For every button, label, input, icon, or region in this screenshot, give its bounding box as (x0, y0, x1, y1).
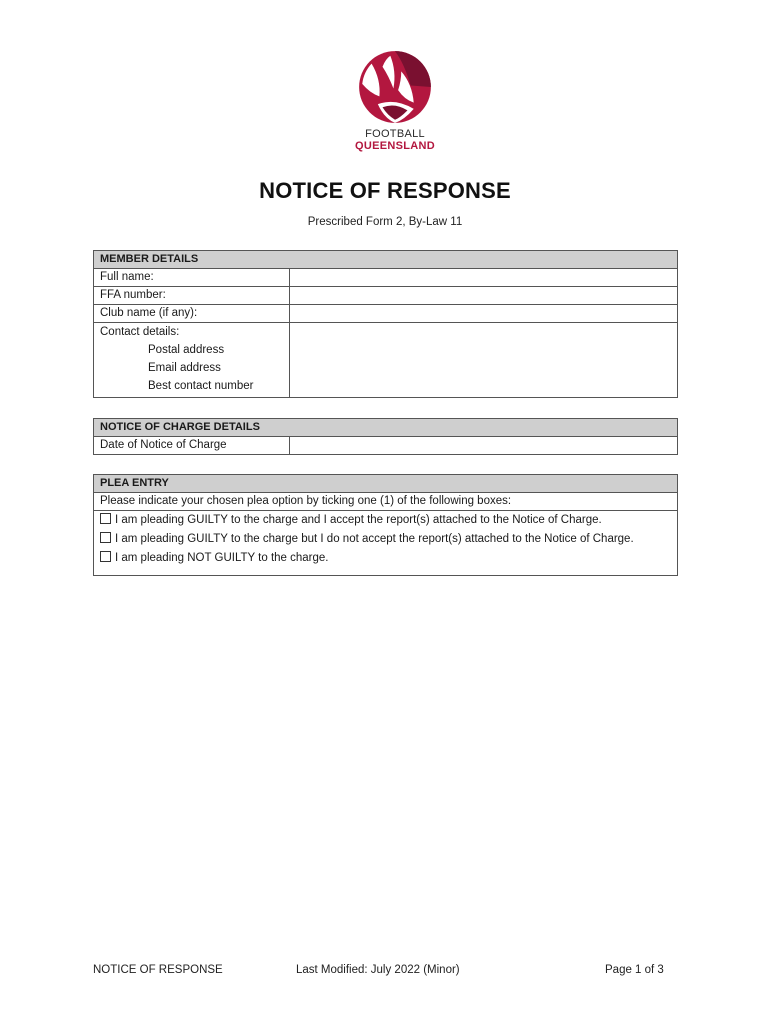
email-address-label: Email address (148, 362, 221, 374)
plea-option-guilty-not-accept[interactable] (94, 530, 678, 549)
football-queensland-logo-icon (356, 48, 434, 126)
best-contact-number-label: Best contact number (148, 380, 254, 392)
plea-option-not-guilty[interactable] (94, 549, 678, 576)
contact-details-cell (94, 323, 290, 398)
plea-entry-heading: PLEA ENTRY (94, 475, 678, 493)
page-subtitle: Prescribed Form 2, By-Law 11 (307, 216, 463, 228)
plea-option-label: I am pleading GUILTY to the charge and I accept the report(s) attached to the Notice of Charge. (115, 514, 602, 526)
date-of-notice-label: Date of Notice of Charge (94, 437, 290, 455)
plea-entry-table (93, 474, 678, 576)
ffa-number-label: FFA number: (94, 287, 290, 305)
date-of-notice-field[interactable] (290, 437, 678, 455)
plea-option-label: I am pleading NOT GUILTY to the charge. (115, 552, 329, 564)
plea-option-label: I am pleading GUILTY to the charge but I do not accept the report(s) attached to the Notice of Charge. (115, 533, 634, 545)
plea-option-guilty-accept[interactable] (94, 511, 678, 531)
page-title: NOTICE OF RESPONSE (259, 178, 511, 203)
charge-details-heading: NOTICE OF CHARGE DETAILS (94, 419, 678, 437)
ffa-number-field[interactable] (290, 287, 678, 305)
checkbox-icon[interactable] (100, 551, 111, 562)
club-name-field[interactable] (290, 305, 678, 323)
logo-text-football: FOOTBALL (365, 128, 425, 140)
checkbox-icon[interactable] (100, 513, 111, 524)
club-name-label: Club name (if any): (94, 305, 290, 323)
postal-address-label: Postal address (148, 344, 225, 356)
football-queensland-logo (345, 48, 445, 158)
logo-text-queensland: QUEENSLAND (354, 140, 435, 152)
footer-last-modified: Last Modified: July 2022 (Minor) (296, 964, 460, 976)
footer-document-name: NOTICE OF RESPONSE (93, 964, 223, 976)
checkbox-icon[interactable] (100, 532, 111, 543)
contact-details-label: Contact details: (100, 326, 180, 338)
full-name-label: Full name: (94, 269, 290, 287)
plea-instruction: Please indicate your chosen plea option by ticking one (1) of the following boxes: (94, 493, 678, 511)
member-details-heading: MEMBER DETAILS (94, 251, 678, 269)
member-details-table (93, 250, 678, 398)
notice-of-charge-table (93, 418, 678, 455)
contact-details-field[interactable] (290, 323, 678, 398)
footer-page-number: Page 1 of 3 (605, 964, 664, 976)
full-name-field[interactable] (290, 269, 678, 287)
